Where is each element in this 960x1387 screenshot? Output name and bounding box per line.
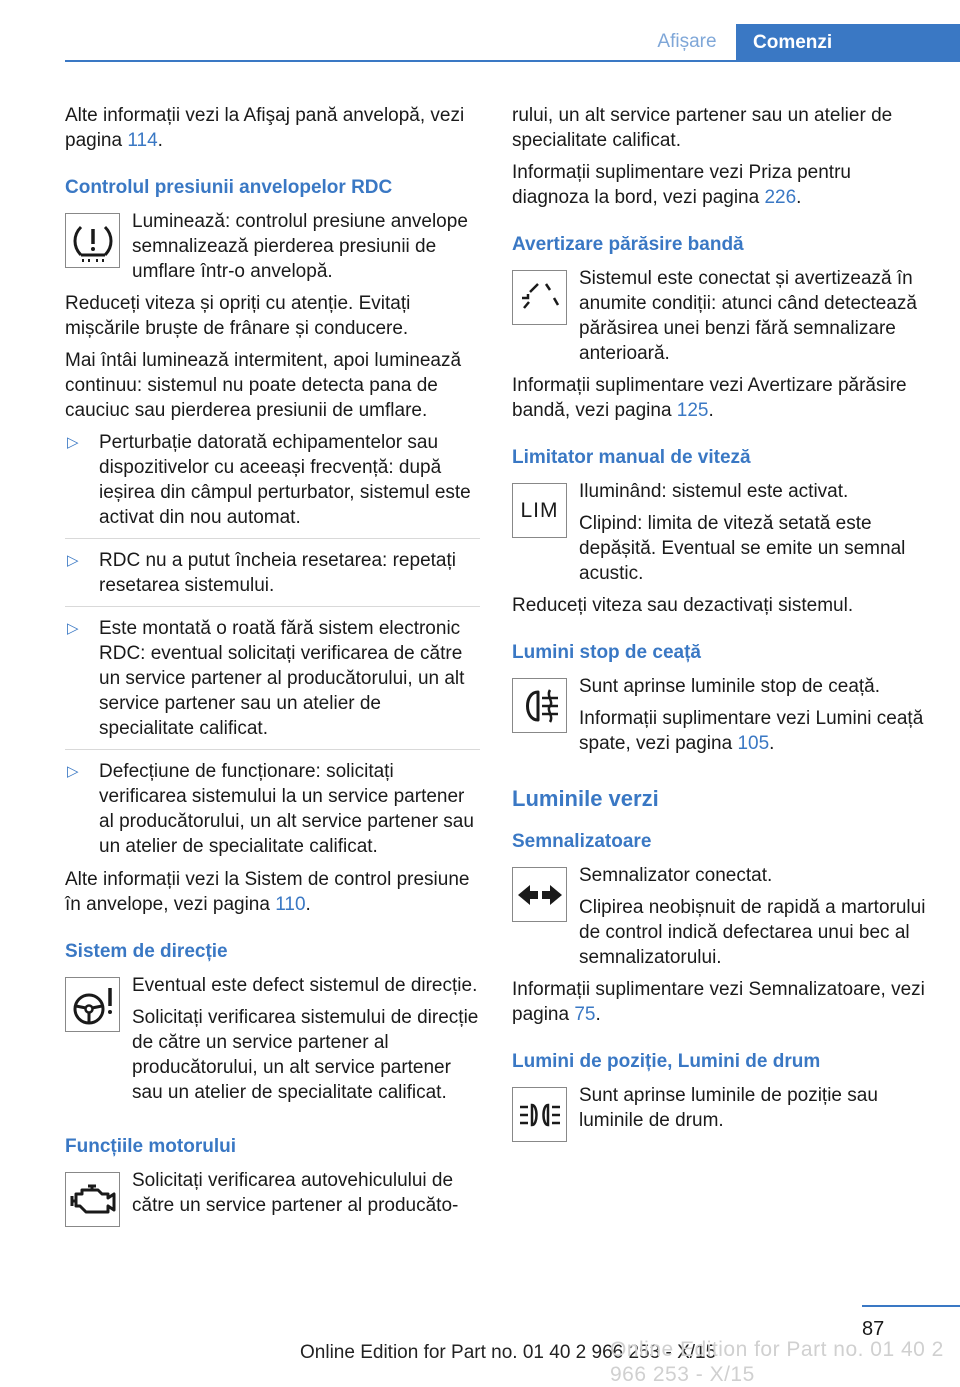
turn-page-link[interactable]: 75 xyxy=(574,1004,596,1025)
footer-divider xyxy=(862,1305,960,1307)
position-lights-icon xyxy=(512,1087,567,1142)
intro-page-link[interactable]: 114 xyxy=(127,130,158,151)
tire-pressure-warning-icon xyxy=(65,213,120,268)
tab-comenzi[interactable]: Comenzi xyxy=(736,24,960,62)
continued-paragraph: rului, un alt service partener sau un atelier de specialitate calificat. xyxy=(512,105,893,151)
steering-paragraph-1: Eventual este defect sistemul de direcție. xyxy=(132,975,478,996)
fog-paragraph-1: Sunt aprinse luminile stop de ceață. xyxy=(579,676,881,697)
tab-afisare[interactable]: Afișare xyxy=(657,31,717,52)
list-item: ▷ RDC nu a putut încheia resetarea: repetați resetarea sistemului. xyxy=(65,548,480,607)
rdc-page-link[interactable]: 110 xyxy=(275,894,306,915)
page-number: 87 xyxy=(862,1318,885,1340)
lane-paragraph-1: Sistemul este conectat și avertizează în anumite condiții: atunci când detectează părăsirea unei benzi fără semnalizare anterioară. xyxy=(579,268,917,364)
rdc-bullet-list xyxy=(65,430,480,859)
steering-warning-icon xyxy=(65,977,120,1032)
engine-warning-icon xyxy=(65,1172,120,1227)
list-item: ▷ Perturbație datorată echipamentelor sau dispozitivelor cu aceeași frecvență: după ieșirea din câmpul perturbator, sistemul este activat din nou automat. xyxy=(65,430,480,539)
rdc-paragraph-2: Mai întâi luminează intermitent, apoi luminează continuu: sistemul nu poate detecta pana de cauciuc sau pierderea presiunii de umflare. xyxy=(65,350,462,421)
limiter-paragraph-3: Reduceți viteza sau dezactivați sistemul. xyxy=(512,595,854,616)
left-column xyxy=(65,103,480,1231)
watermark: Online Edition for Part no. 01 40 2 966 253 - X/15 xyxy=(610,1338,944,1386)
turn-signal-arrows-icon xyxy=(512,867,567,922)
diag-page-link[interactable]: 226 xyxy=(764,187,797,208)
lane-heading: Avertizare părăsire bandă xyxy=(512,234,744,255)
turn-signal-heading: Semnalizatoare xyxy=(512,831,652,852)
rdc-more-info: Alte informații vezi la Sistem de control presiune în anvelope, vezi pagina 110. xyxy=(65,869,470,915)
triangle-bullet-icon: ▷ xyxy=(67,552,79,569)
turn-paragraph-1: Semnalizator conectat. xyxy=(579,865,773,886)
lim-label: LIM xyxy=(520,499,559,522)
position-paragraph-1: Sunt aprinse luminile de poziție sau luminile de drum. xyxy=(579,1085,878,1131)
triangle-bullet-icon: ▷ xyxy=(67,620,79,637)
edition-footer: Online Edition for Part no. 01 40 2 966 253 - X/15 xyxy=(300,1342,717,1363)
speed-limiter-lim-icon xyxy=(512,483,567,538)
engine-paragraph-1: Solicitați verificarea autovehiculului de către un service partener al producăto- xyxy=(132,1170,459,1216)
intro-paragraph: Alte informații vezi la Afişaj pană anvelopă, vezi pagina 114. xyxy=(65,105,465,151)
triangle-bullet-icon: ▷ xyxy=(67,434,79,451)
lane-departure-icon xyxy=(512,270,567,325)
position-lights-heading: Lumini de poziție, Lumini de drum xyxy=(512,1051,821,1072)
fog-heading: Lumini stop de ceață xyxy=(512,642,701,663)
rear-fog-light-icon xyxy=(512,678,567,733)
limiter-paragraph-1: Iluminând: sistemul este activat. xyxy=(579,481,849,502)
steering-paragraph-2: Solicitați verificarea sistemului de direcție de către un service partener al producătorului, un alt service partener sau un atelier de specialitate calificat. xyxy=(132,1007,479,1103)
triangle-bullet-icon: ▷ xyxy=(67,763,79,780)
turn-paragraph-3: Informații suplimentare vezi Semnalizatoare, vezi pagina 75. xyxy=(512,979,925,1025)
rdc-paragraph-1: Reduceți viteza și opriți cu atenție. Evitați mișcările bruște de frânare și conducere. xyxy=(65,293,411,339)
lane-paragraph-2: Informații suplimentare vezi Avertizare părăsire bandă, vezi pagina 125. xyxy=(512,375,907,421)
steering-heading: Sistem de direcție xyxy=(65,941,228,962)
engine-heading: Funcțiile motorului xyxy=(65,1136,236,1157)
green-lights-heading: Luminile verzi xyxy=(512,786,659,811)
turn-paragraph-2: Clipirea neobișnuit de rapidă a martorului de control indică defectarea unui bec al semnalizatorului. xyxy=(579,897,926,968)
header-divider xyxy=(65,60,960,62)
lane-page-link[interactable]: 125 xyxy=(676,400,709,421)
list-item: ▷ Defecțiune de funcționare: solicitați verificarea sistemului la un service partener al producătorului, un alt service partener sau un atelier de specialitate calificat. xyxy=(67,761,474,857)
list-item: ▷ Este montată o roată fără sistem electronic RDC: eventual solicitați verificarea de către un service partener al producătorului, un alt service partener sau un atelier de specialitate calificat. xyxy=(65,616,480,750)
limiter-heading: Limitator manual de viteză xyxy=(512,447,751,468)
rdc-heading: Controlul presiunii anvelopelor RDC xyxy=(65,177,393,198)
diagnosis-paragraph: Informații suplimentare vezi Priza pentru diagnoza la bord, vezi pagina 226. xyxy=(512,162,851,208)
fog-paragraph-2: Informații suplimentare vezi Lumini ceață spate, vezi pagina 105. xyxy=(579,708,924,754)
limiter-paragraph-2: Clipind: limita de viteză setată este depășită. Eventual se emite un semnal acustic. xyxy=(579,513,906,584)
fog-page-link[interactable]: 105 xyxy=(737,733,770,754)
right-column xyxy=(512,103,932,1146)
rdc-lead: Luminează: controlul presiune anvelope semnalizează pierderea presiunii de umflare într-o anvelopă. xyxy=(132,211,468,282)
